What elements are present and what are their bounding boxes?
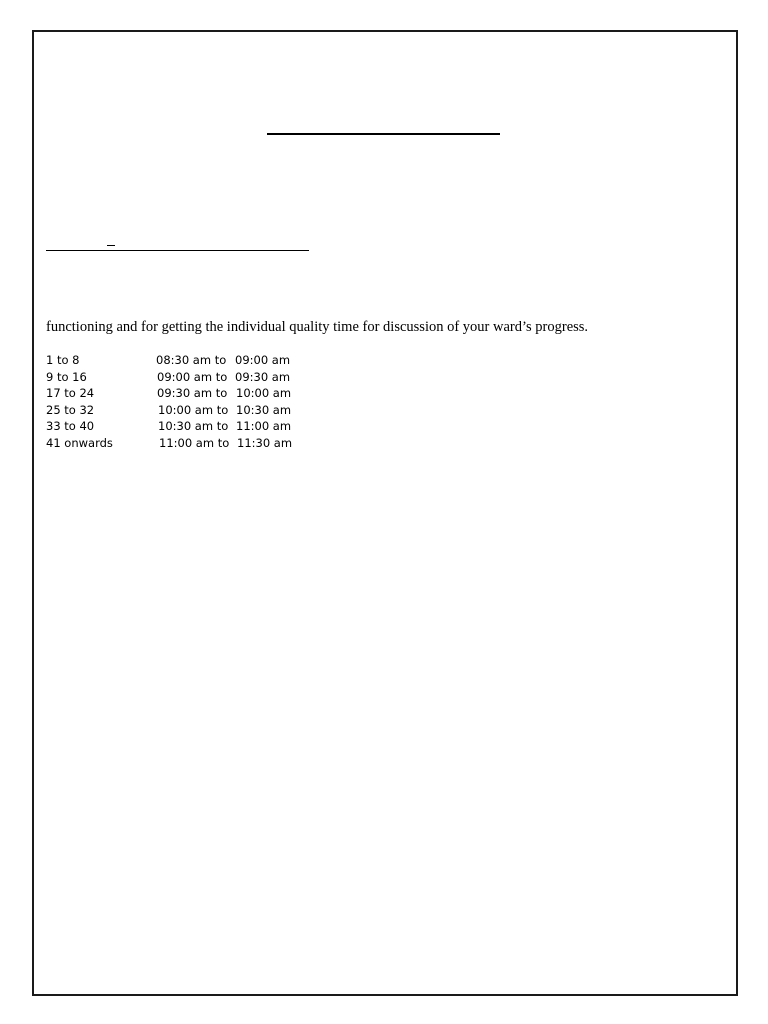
- blank-dash: [107, 245, 115, 246]
- time-start: 10:00 am to: [158, 402, 229, 417]
- page-border: [32, 30, 738, 996]
- time-end: 09:00 am: [235, 353, 291, 367]
- time-end: 10:30 am: [236, 402, 292, 417]
- roll-range: 9 to 16: [46, 369, 87, 384]
- roll-range: 33 to 40: [46, 419, 95, 434]
- time-start: 09:30 am to: [157, 386, 228, 401]
- time-start: 10:30 am to: [158, 419, 229, 434]
- roll-range: 17 to 24: [46, 386, 95, 401]
- time-start: 08:30 am to: [156, 353, 227, 367]
- roll-range: 41 onwards: [46, 435, 113, 450]
- roll-range: 25 to 32: [46, 402, 95, 417]
- blank-fill-line: [46, 250, 309, 251]
- roll-range: 1 to 8: [46, 353, 80, 367]
- time-end: 11:00 am: [236, 419, 292, 434]
- time-end: 09:30 am: [235, 369, 291, 384]
- time-end: 11:30 am: [237, 435, 293, 450]
- body-paragraph: functioning and for getting the individual quality time for discussion of your ward’s progress.: [46, 319, 589, 335]
- title-underline: [267, 133, 500, 135]
- time-end: 10:00 am: [236, 386, 292, 401]
- time-start: 09:00 am to: [157, 369, 228, 384]
- time-start: 11:00 am to: [159, 435, 230, 450]
